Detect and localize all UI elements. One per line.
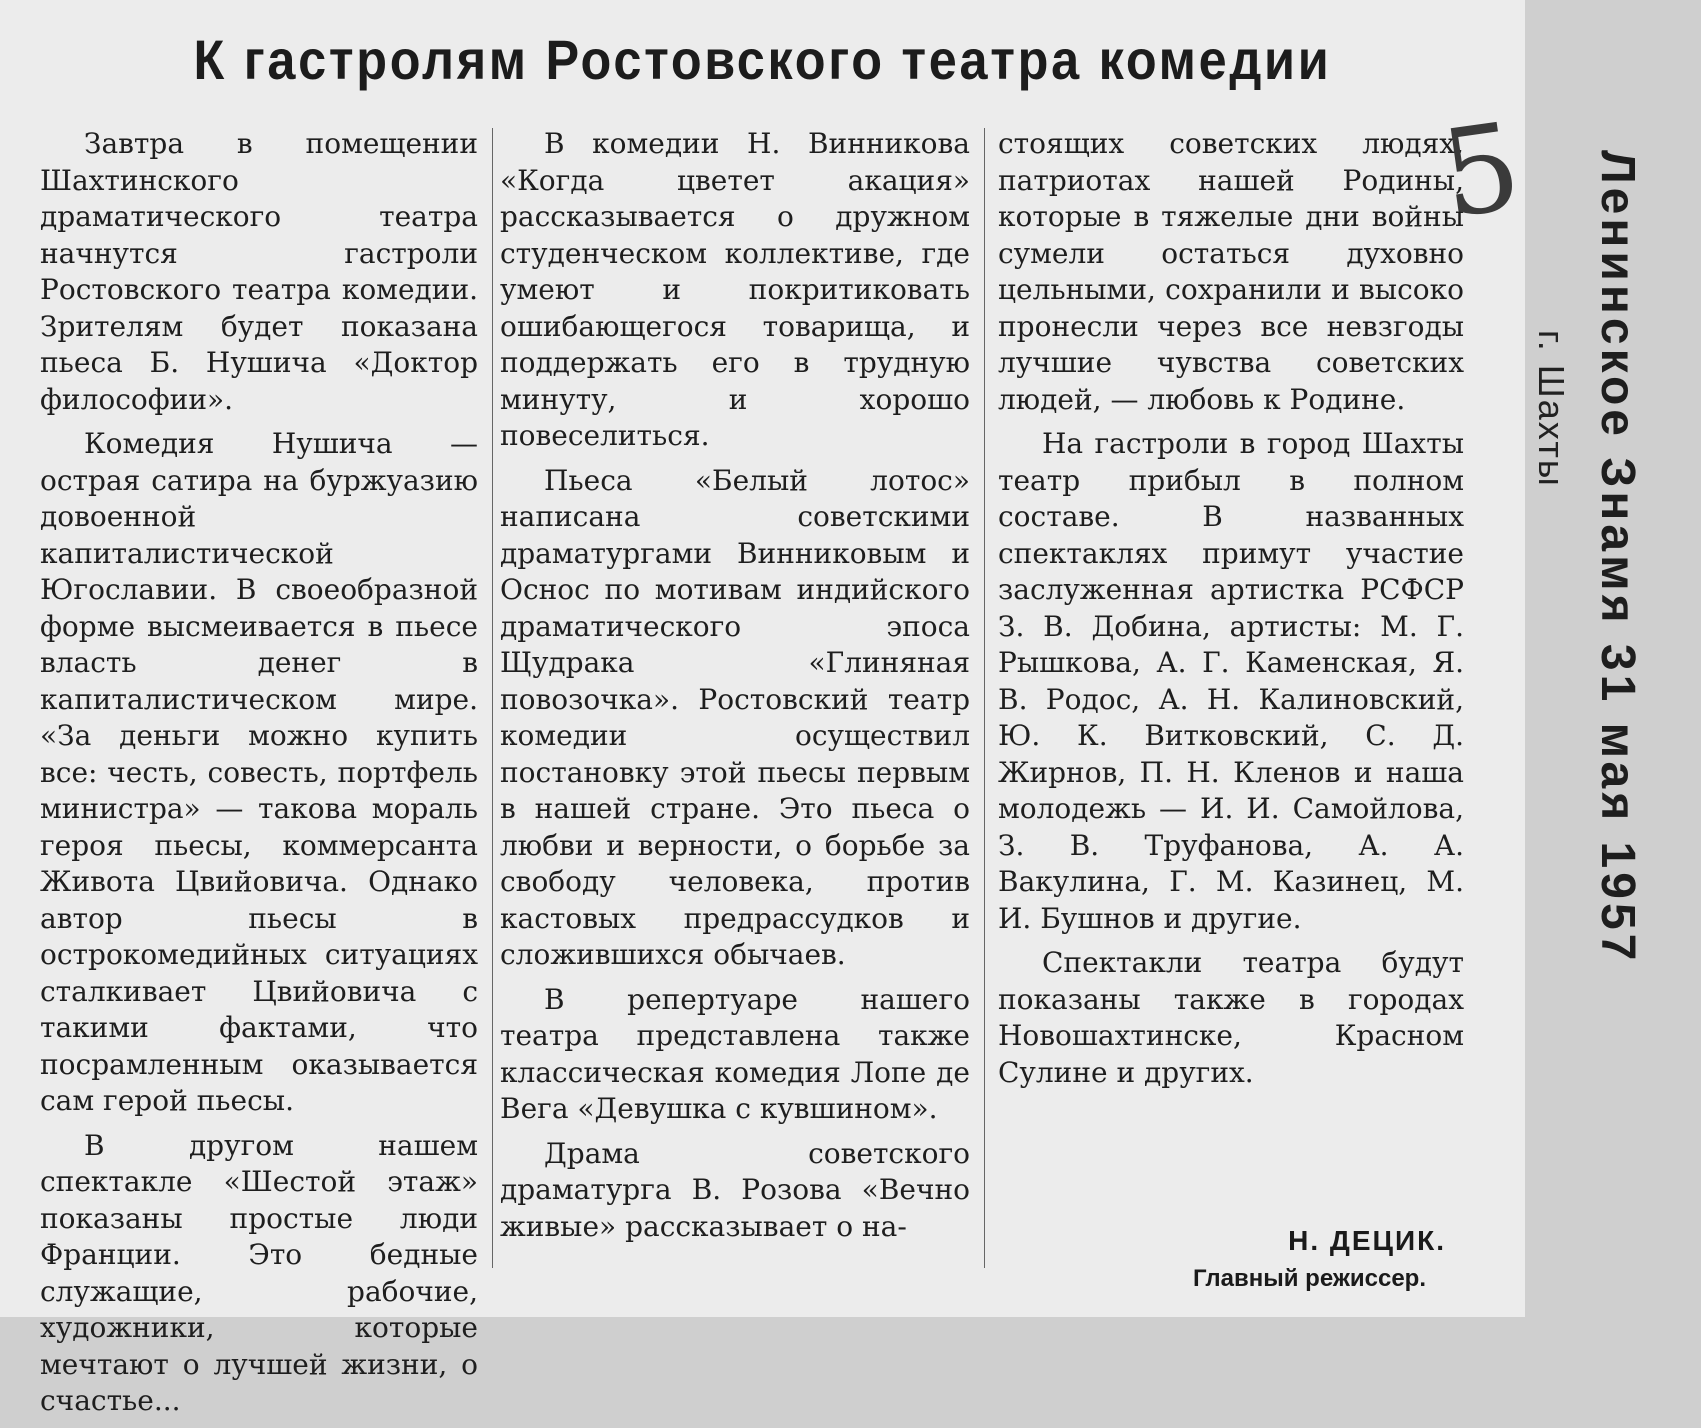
paragraph: В другом нашем спектакле «Шестой этаж» показаны простые люди Франции. Это бедные служащие, рабочие, художники, которые мечтают о лучшей жизни, о счастье... bbox=[40, 1128, 478, 1417]
newspaper-source-label: Ленинское Знамя 31 мая 1957 bbox=[1591, 150, 1644, 965]
paragraph: Спектакли театра будут показаны также в городах Новошахтинске, Красном Сулине и других. bbox=[998, 946, 1464, 1089]
paragraph: На гастроли в город Шахты театр прибыл в полном составе. В названных спектаклях примут участие заслуженная артистка РСФСР З. В. Добина, артисты: М. Г. Рышкова, А. Г. Каменская, Я. В. Родос, А. Н. Калиновский, Ю. К. Витковский, С. Д. Жирнов, П. Н. Кленов и наша молодежь — И. И. Самойлова, З. В. Труфанова, А. А. Вакулина, Г. М. Казинец, М. И. Бушнов и другие. bbox=[998, 427, 1464, 935]
article-column-1 bbox=[40, 126, 478, 1428]
paragraph: В репертуаре нашего театра представлена также классическая комедия Лопе де Вега «Девушка с кувшином». bbox=[500, 982, 970, 1125]
paragraph: В комедии Н. Винникова «Когда цветет акация» рассказывается о дружном студенческом коллективе, где умеют и покритиковать ошибающегося товарища, и поддержать его в трудную минуту, и хорошо повеселиться. bbox=[500, 127, 970, 452]
article-title: К гастролям Ростовского театра комедии bbox=[193, 28, 1332, 91]
paragraph: Комедия Нушича — острая сатира на буржуазию довоенной капиталистической Югославии. В своеобразной форме высмеивается в пьесе власть денег в капиталистическом мире. «За деньги можно купить все: честь, совесть, портфель министра» — такова мораль героя пьесы, коммерсанта Живота Цвийовича. Однако автор пьесы в острокомедийных ситуациях сталкивает Цвийовича с такими фактами, что посрамленным оказывается сам герой пьесы. bbox=[40, 427, 478, 1117]
author-role: Главный режиссер. bbox=[1192, 1265, 1426, 1292]
article-column-3 bbox=[998, 126, 1464, 1099]
column-divider bbox=[984, 128, 985, 1268]
author-signature: Н. ДЕЦИК. bbox=[1288, 1225, 1446, 1256]
column-divider bbox=[492, 128, 493, 1268]
paragraph: Драма советского драматурга В. Розова «Вечно живые» рассказывает о на- bbox=[500, 1136, 970, 1243]
paragraph: стоящих советских людях, патриотах нашей Родины, которые в тяжелые дни войны сумели остаться духовно цельными, сохранили и высоко пронесли через все невзгоды лучшие чувства советских людей, — любовь к Родине. bbox=[998, 127, 1464, 416]
article-column-2 bbox=[500, 126, 970, 1253]
city-label: г. Шахты bbox=[1531, 330, 1572, 488]
paragraph: Завтра в помещении Шахтинского драматического театра начнутся гастроли Ростовского театра комедии. Зрителям будет показана пьеса Б. Нушича «Доктор философии». bbox=[40, 127, 478, 416]
handwritten-number: 5 bbox=[1433, 97, 1529, 246]
paragraph: Пьеса «Белый лотос» написана советскими драматургами Винниковым и Оснос по мотивам индийского драматического эпоса Щудрака «Глиняная повозочка». Ростовский театр комедии осуществил постановку этой пьесы первым в нашей стране. Это пьеса о любви и верности, о борьбе за свободу человека, против кастовых предрассудков и сложившихся обычаев. bbox=[500, 463, 970, 971]
